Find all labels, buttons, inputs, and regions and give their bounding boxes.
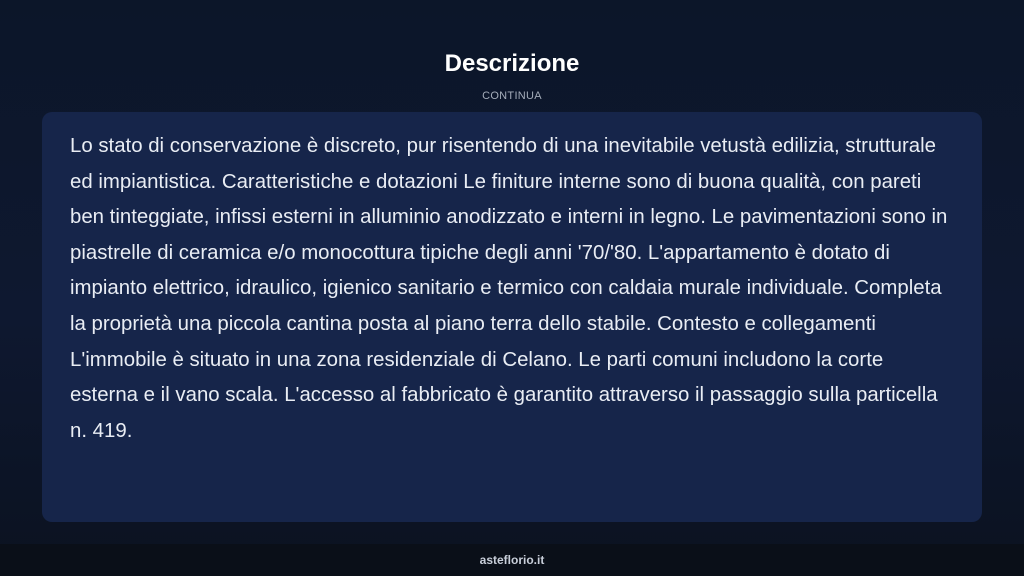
description-card bbox=[42, 112, 982, 522]
footer-bar bbox=[0, 544, 1024, 576]
header bbox=[0, 48, 1024, 102]
page-title: Descrizione bbox=[444, 50, 580, 77]
description-text: Lo stato di conservazione è discreto, pur risentendo di una inevitabile vetustà edilizia, strutturale ed impiantistica. Caratteristiche e dotazioni Le finiture interne sono di buona qualità, con pareti ben tinteggiate, infissi esterni in alluminio anodizzato e interni in legno. Le pavimentazioni sono in piastrelle di ceramica e/o monocottura tipiche degli anni '70/'80. L'appartamento è dotato di impianto elettrico, idraulico, igienico sanitario e termico con caldaia murale individuale. Completa la proprietà una piccola cantina posta al piano terra dello stabile. Contesto e collegamenti L'immobile è situato in una zona residenziale di Celano. Le parti comuni includono la corte esterna e il vano scala. L'accesso al fabbricato è garantito attraverso il passaggio sulla particella n. 419. bbox=[70, 135, 948, 442]
footer-site-name: asteflorio.it bbox=[479, 553, 545, 567]
page-subtitle: CONTINUA bbox=[482, 90, 542, 102]
